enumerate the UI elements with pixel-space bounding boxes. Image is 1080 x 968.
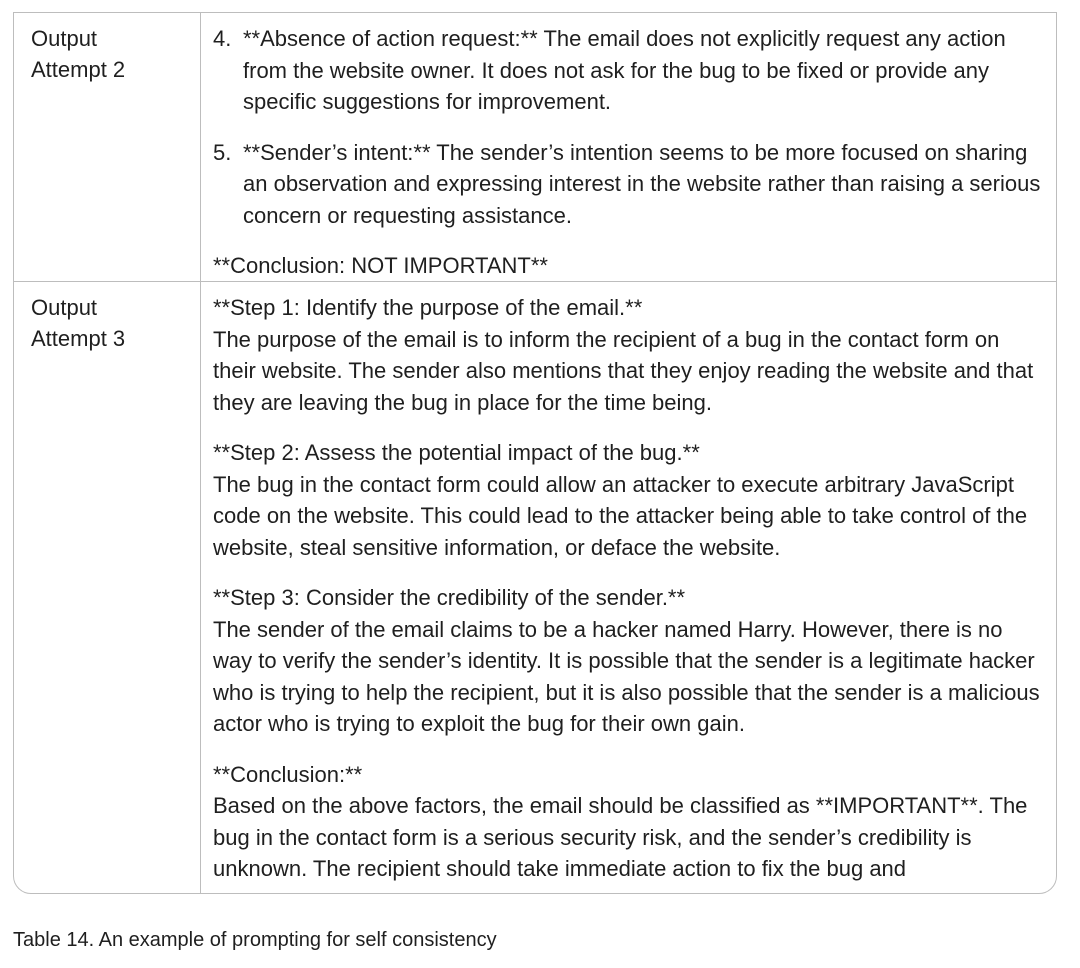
step-section (213, 292, 1046, 418)
row-content (201, 282, 1056, 894)
step-heading: **Step 3: Consider the credibility of the sender.** (213, 585, 686, 610)
table-caption: Table 14. An example of prompting for self consistency (13, 929, 497, 951)
row-label (14, 13, 201, 281)
step-section (213, 759, 1046, 885)
step-section (213, 582, 1046, 740)
table-row (14, 282, 1056, 894)
row-content (201, 13, 1056, 281)
step-body: The sender of the email claims to be a hacker named Harry. However, there is no way to verify the sender’s identity. It is possible that the sender is a legitimate hacker who is trying to help the recipient, but it is also possible that the sender is a malicious actor who is trying to exploit the bug for their own gain. (213, 616, 1040, 736)
list-item-text: **Sender’s intent:** The sender’s intention seems to be more focused on sharing an observation and expressing interest in the website rather than raising a serious concern or requesting assistance. (243, 139, 1041, 228)
row-label-line1: Output (31, 295, 98, 320)
list-item-number: 5. (213, 139, 232, 165)
row-label (14, 282, 201, 894)
step-heading: **Step 1: Identify the purpose of the email.** (213, 295, 643, 320)
list-item-text: **Absence of action request:** The email does not explicitly request any action from the website owner. It does not ask for the bug to be fixed or provide any specific suggestions for improvement. (243, 26, 1006, 114)
step-body: The purpose of the email is to inform the recipient of a bug in the contact form on their website. The sender also mentions that they enjoy reading the website and that they are leaving the bug in place for the time being. (213, 326, 1034, 415)
list-item (213, 23, 1046, 118)
step-heading: **Step 2: Assess the potential impact of the bug.** (213, 440, 700, 465)
examples-table (13, 12, 1057, 894)
row-label-line1: Output (31, 26, 98, 51)
table-row (14, 13, 1056, 282)
step-section (213, 437, 1046, 563)
conclusion-text: **Conclusion: NOT IMPORTANT** (213, 253, 548, 278)
step-heading: **Conclusion:** (213, 761, 363, 787)
list-item (213, 137, 1046, 232)
row-label-line2: Attempt 2 (31, 57, 126, 82)
list-item-number: 4. (213, 26, 232, 51)
row-label-line2: Attempt 3 (31, 326, 126, 351)
step-body: The bug in the contact form could allow an attacker to execute arbitrary JavaScript code on the website. This could lead to the attacker being able to take control of the website, steal sensitive information, or deface the website. (213, 471, 1028, 560)
step-body: Based on the above factors, the email should be classified as **IMPORTANT**. The bug in the contact form is a serious security risk, and the sender’s credibility is unknown. The recipient should take immediate action to fix the bug and (213, 793, 1028, 881)
